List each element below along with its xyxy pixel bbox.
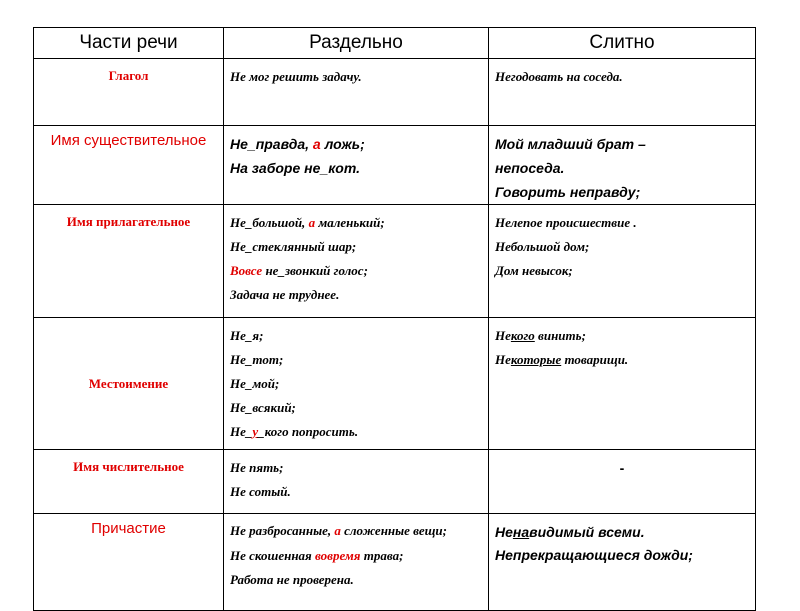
separate-examples [224,514,489,611]
example-line: Не сотый. [230,484,291,499]
row-verb [34,59,756,126]
example-line: Не_большой, а маленький; [230,215,385,230]
example-line: Мой младший брат – [495,136,646,152]
separate-examples [224,59,489,126]
separate-examples [224,205,489,318]
joint-examples [489,59,756,126]
example-line: Негодовать на соседа. [495,69,623,84]
row-pronoun [34,318,756,450]
joint-examples [489,514,756,611]
empty-dash: - [619,460,625,476]
joint-examples [489,318,756,450]
example-line: Работа не проверена. [230,572,354,587]
joint-examples [489,126,756,205]
example-line: Ненавидимый всеми. [495,524,645,540]
spelling-table [33,27,756,611]
example-line: Небольшой дом; [495,239,590,254]
row-adjective [34,205,756,318]
separate-examples [224,450,489,514]
example-line: Не мог решить задачу. [230,69,362,84]
example-line: На заборе не_кот. [230,160,360,176]
pos-label: Имя числительное [34,450,224,514]
example-line: Не разбросанные, а сложенные вещи; [230,523,447,538]
header-together: Слитно [489,28,756,59]
pos-label: Имя существительное [34,126,224,205]
example-line: Непрекращающиеся дожди; [495,547,693,563]
row-noun [34,126,756,205]
header-separately: Раздельно [224,28,489,59]
example-line: Говорить неправду; [495,184,641,200]
example-line: Не_у_кого попросить. [230,424,359,439]
joint-examples [489,450,756,514]
example-line: Не_стеклянный шар; [230,239,357,254]
pos-label: Местоимение [34,318,224,450]
example-line: непоседа. [495,160,565,176]
example-line: Не скошенная вовремя трава; [230,548,404,563]
pos-label: Причастие [34,514,224,611]
pos-label: Имя прилагательное [34,205,224,318]
example-line: Не_правда, а ложь; [230,136,365,152]
header-parts-of-speech: Части речи [34,28,224,59]
example-line: Не_я; [230,328,264,343]
separate-examples [224,126,489,205]
example-line: Дом невысок; [495,263,573,278]
example-line: Вовсе не_звонкий голос; [230,263,368,278]
row-numeral [34,450,756,514]
example-line: Задача не труднее. [230,287,340,302]
header-row [34,28,756,59]
joint-examples [489,205,756,318]
example-line: Некоторые товарищи. [495,352,629,367]
example-line: Не_тот; [230,352,284,367]
example-line: Не_мой; [230,376,280,391]
example-line: Не пять; [230,460,284,475]
example-line: Нелепое происшествие . [495,215,637,230]
pos-label: Глагол [34,59,224,126]
separate-examples [224,318,489,450]
example-line: Не_всякий; [230,400,296,415]
example-line: Некого винить; [495,328,586,343]
row-participle [34,514,756,611]
